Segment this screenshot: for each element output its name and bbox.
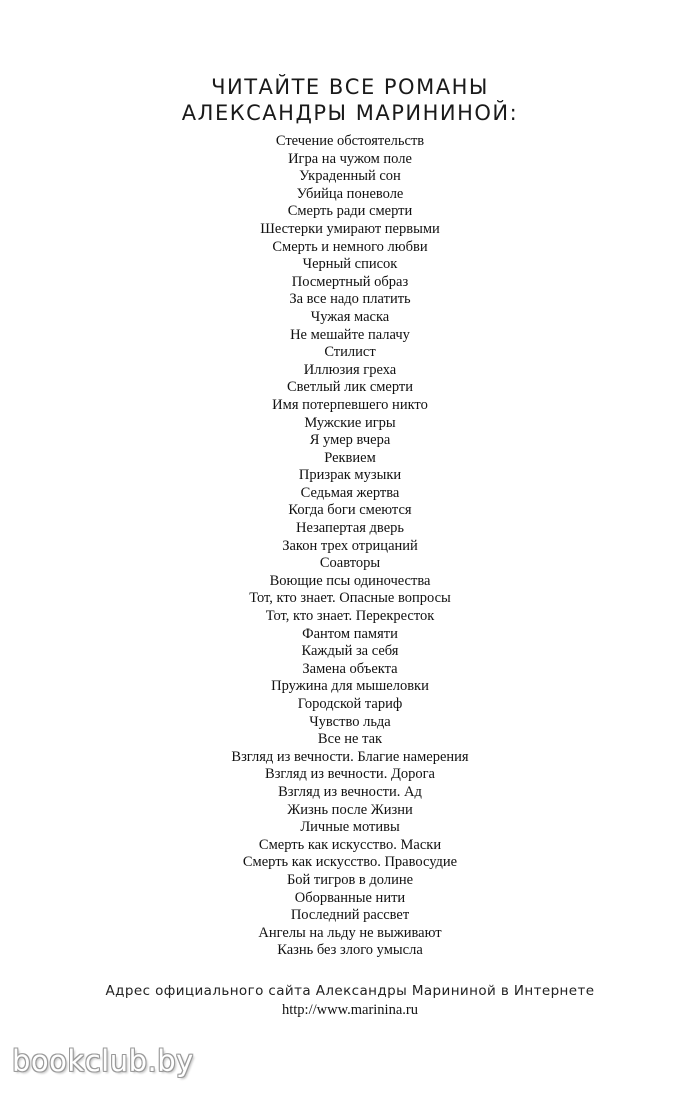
book-title: Замена объекта (302, 660, 398, 677)
book-title: Взгляд из вечности. Ад (278, 783, 422, 800)
book-title: Игра на чужом поле (288, 150, 412, 167)
site-url[interactable]: http://www.marinina.ru (282, 1002, 418, 1018)
book-title: Взгляд из вечности. Дорога (265, 766, 435, 783)
watermark-logo: bookclub.by (12, 1044, 194, 1078)
book-title: Смерть и немного любви (272, 238, 428, 255)
book-title: Личные мотивы (300, 819, 400, 836)
book-title: Когда боги смеются (288, 502, 412, 519)
book-title: Украденный сон (299, 168, 401, 185)
book-title: Седьмая жертва (300, 484, 400, 501)
book-title: Закон трех отрицаний (282, 537, 418, 554)
book-title: Казнь без злого умысла (277, 942, 423, 959)
site-note: Адрес официального сайта Александры Марининой в Интернете (105, 983, 595, 999)
page-heading (0, 74, 700, 126)
book-title: Последний рассвет (290, 907, 410, 924)
book-title: Жизнь после Жизни (287, 801, 413, 818)
book-title: Бой тигров в долине (286, 871, 414, 888)
heading-line-2: АЛЕКСАНДРЫ МАРИНИНОЙ: (181, 101, 519, 125)
book-title: Я умер вчера (309, 432, 391, 449)
book-title: Чувство льда (309, 713, 391, 730)
book-title: Стилист (324, 344, 376, 361)
book-title: За все надо платить (289, 291, 411, 308)
book-title: Тот, кто знает. Опасные вопросы (249, 590, 451, 607)
book-title: Ангелы на льду не выживают (258, 924, 442, 941)
book-title: Стечение обстоятельств (275, 133, 425, 149)
book-title: Имя потерпевшего никто (272, 396, 428, 413)
book-title: Незапертая дверь (296, 520, 404, 537)
book-title: Не мешайте палачу (290, 326, 410, 343)
book-title: Смерть ради смерти (287, 203, 413, 220)
book-title: Иллюзия греха (303, 361, 397, 378)
book-title: Мужские игры (304, 414, 396, 431)
book-title: Посмертный образ (291, 273, 409, 290)
book-title: Каждый за себя (301, 643, 399, 660)
book-title: Шестерки умирают первыми (260, 220, 440, 237)
book-title: Оборванные нити (294, 889, 406, 906)
book-title: Убийца поневоле (296, 185, 404, 202)
book-title: Чужая маска (310, 308, 390, 325)
book-title: Соавторы (319, 555, 381, 572)
book-title: Черный список (302, 256, 398, 273)
book-title: Смерть как искусство. Правосудие (242, 854, 458, 871)
book-title: Фантом памяти (302, 625, 398, 642)
book-title: Смерть как искусство. Маски (258, 836, 442, 853)
book-title: Все не так (317, 731, 383, 748)
book-list (0, 133, 700, 960)
heading-line-1: ЧИТАЙТЕ ВСЕ РОМАНЫ (211, 75, 489, 99)
book-title: Призрак музыки (298, 467, 402, 484)
book-title: Воющие псы одиночества (269, 572, 431, 589)
book-title: Пружина для мышеловки (271, 678, 429, 695)
book-title: Светлый лик смерти (286, 379, 414, 396)
book-title: Реквием (324, 449, 376, 466)
book-title: Городской тариф (297, 696, 403, 712)
book-title: Взгляд из вечности. Благие намерения (231, 748, 469, 765)
book-title: Тот, кто знает. Перекресток (265, 608, 435, 625)
